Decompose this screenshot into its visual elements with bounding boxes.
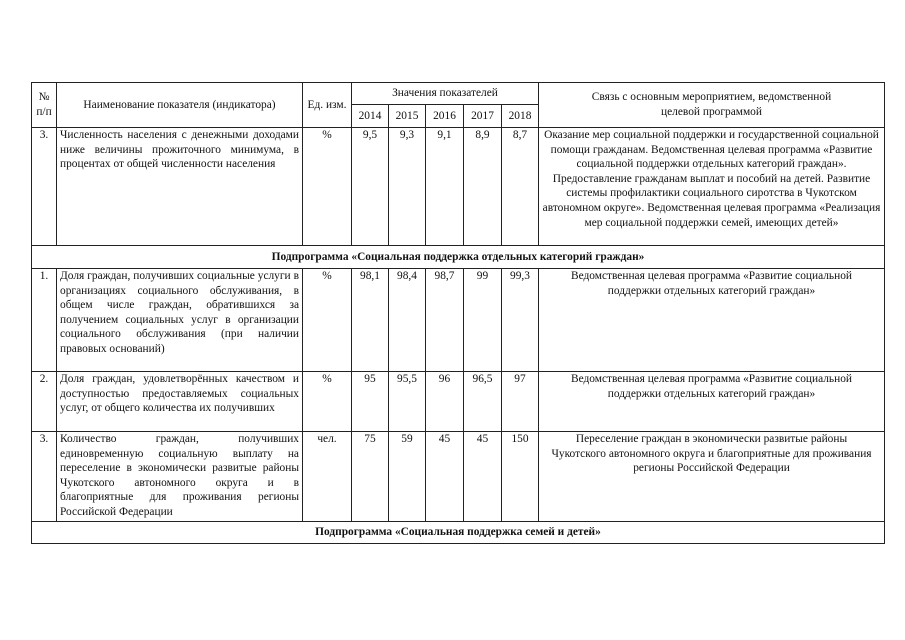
row-unit: чел.: [303, 432, 352, 522]
row-value: 9,3: [389, 128, 426, 246]
row-name: Доля граждан, получивших социальные услуги в организациях социального обслуживания, в общем числе граждан, обратившихся за получением социальных услуг в организации социального обслуживания (при наличии правовых оснований): [57, 269, 303, 372]
header-unit: Ед. изм.: [303, 83, 352, 128]
subprogram-heading: Подпрограмма «Социальная поддержка семей и детей»: [32, 522, 885, 544]
header-year: 2018: [502, 105, 539, 128]
row-value: 8,9: [464, 128, 502, 246]
row-value: 99: [464, 269, 502, 372]
row-link: Оказание мер социальной поддержки и государственной социальной помощи гражданам. Ведомственная целевая программа «Развитие социальной поддержки отдельных категорий граждан». Предоставление гражданам выплат и пособий на детей. Развитие системы профилактики социального сиротства в Чукотском автономном округе». Ведомственная целевая программа «Реализация мер социальной поддержки семей, имеющих детей»: [539, 128, 885, 246]
row-value: 97: [502, 372, 539, 432]
row-name: Доля граждан, удовлетворённых качеством и доступностью предоставляемых социальных услуг, от общего количества их получивших: [57, 372, 303, 432]
header-year: 2016: [426, 105, 464, 128]
indicators-table: [31, 82, 885, 544]
row-num: 1.: [32, 269, 57, 372]
header-year: 2017: [464, 105, 502, 128]
row-value: 95,5: [389, 372, 426, 432]
row-link: Ведомственная целевая программа «Развитие социальной поддержки отдельных категорий граждан»: [539, 269, 885, 372]
table-row: [32, 128, 885, 246]
row-value: 9,5: [352, 128, 389, 246]
header-year: 2015: [389, 105, 426, 128]
row-value: 8,7: [502, 128, 539, 246]
row-value: 75: [352, 432, 389, 522]
row-unit: %: [303, 372, 352, 432]
row-value: 45: [426, 432, 464, 522]
row-value: 9,1: [426, 128, 464, 246]
row-value: 99,3: [502, 269, 539, 372]
row-num: 3.: [32, 128, 57, 246]
header-name: Наименование показателя (индикатора): [57, 83, 303, 128]
row-value: 98,4: [389, 269, 426, 372]
row-value: 95: [352, 372, 389, 432]
row-name: Численность населения с денежными доходами ниже величины прожиточного минимума, в процентах от общей численности населения: [57, 128, 303, 246]
row-value: 96: [426, 372, 464, 432]
subprogram-heading: Подпрограмма «Социальная поддержка отдельных категорий граждан»: [32, 246, 885, 269]
row-num: 3.: [32, 432, 57, 522]
table-row: [32, 269, 885, 372]
table-row: [32, 432, 885, 522]
row-value: 59: [389, 432, 426, 522]
row-unit: %: [303, 128, 352, 246]
row-value: 150: [502, 432, 539, 522]
header-year: 2014: [352, 105, 389, 128]
row-link: Переселение граждан в экономически развитые районы Чукотского автономного округа и благоприятные для проживания регионы Российской Федерации: [539, 432, 885, 522]
header-link: Связь с основным мероприятием, ведомственной целевой программой: [539, 83, 885, 128]
row-value: 96,5: [464, 372, 502, 432]
row-value: 45: [464, 432, 502, 522]
row-link: Ведомственная целевая программа «Развитие социальной поддержки отдельных категорий граждан»: [539, 372, 885, 432]
row-value: 98,1: [352, 269, 389, 372]
header-num: № п/п: [32, 83, 57, 128]
header-values: Значения показателей: [352, 83, 539, 105]
table-row: [32, 372, 885, 432]
row-num: 2.: [32, 372, 57, 432]
row-unit: %: [303, 269, 352, 372]
row-name: Количество граждан, получивших единовременную социальную выплату на переселение в экономически развитые районы Чукотского автономного округа и в благоприятные для проживания регионы Российской Федерации: [57, 432, 303, 522]
row-value: 98,7: [426, 269, 464, 372]
